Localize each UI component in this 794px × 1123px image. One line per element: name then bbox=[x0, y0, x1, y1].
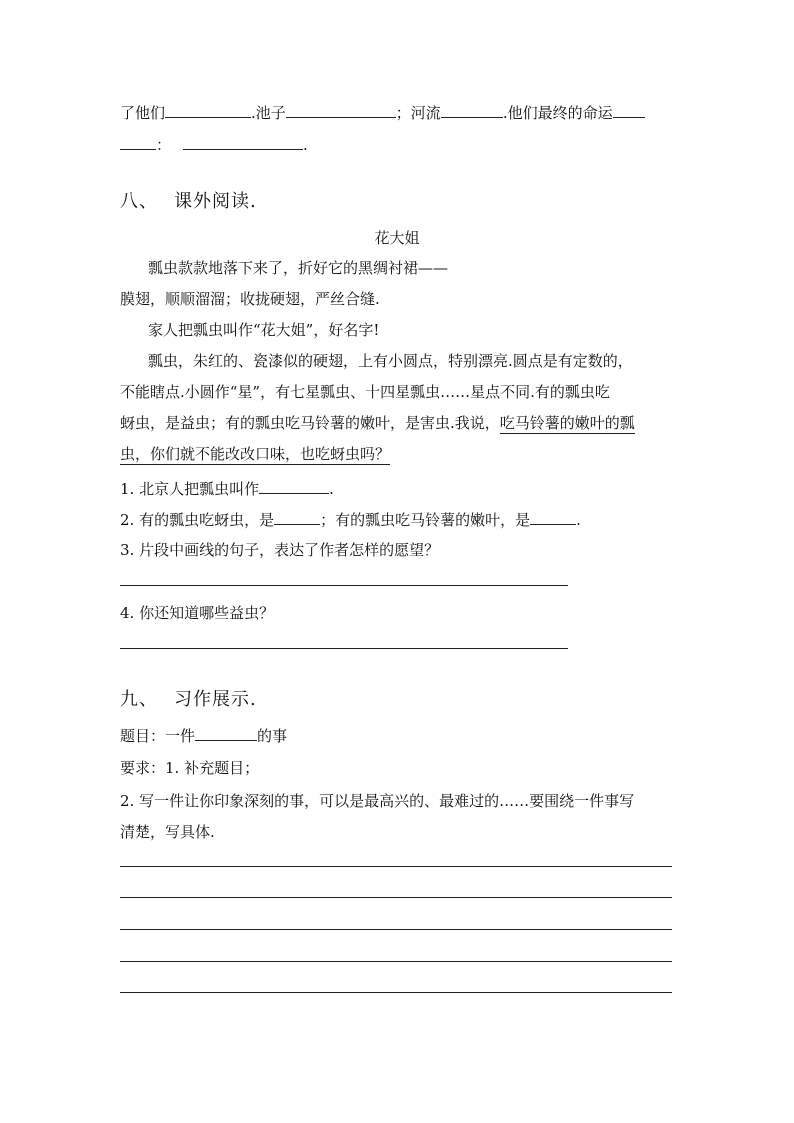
question-4: 4. 你还知道哪些益虫？ bbox=[120, 604, 275, 622]
text-segment: . bbox=[329, 480, 334, 498]
text-segment: .他们最终的命运 bbox=[502, 104, 613, 122]
essay-requirement-2-cont: 清楚，写具体. bbox=[120, 823, 215, 841]
text-segment: ；有的瓢虫吃马铃薯的嫩叶，是 bbox=[320, 511, 531, 529]
writing-line[interactable] bbox=[120, 961, 672, 962]
text-segment: ；河流 bbox=[395, 104, 441, 122]
essay-topic bbox=[120, 725, 287, 746]
underlined-sentence: 虫，你们就不能改改口味，也吃蚜虫吗？ bbox=[120, 445, 391, 463]
question-3: 3. 片段中画线的句子，表达了作者怎样的愿望？ bbox=[120, 541, 440, 559]
fill-blank[interactable] bbox=[183, 134, 303, 150]
passage-line bbox=[120, 444, 390, 464]
text-segment: . bbox=[303, 136, 308, 154]
fill-blank[interactable] bbox=[613, 102, 645, 118]
fill-blank[interactable] bbox=[286, 102, 396, 118]
text-segment: 1. 北京人把瓢虫叫作 bbox=[120, 480, 260, 498]
passage-line: 瓢虫款款地落下来了，折好它的黑绸衬裙—— bbox=[148, 259, 449, 277]
answer-blank[interactable] bbox=[530, 509, 576, 525]
writing-line[interactable] bbox=[120, 866, 672, 867]
underlined-sentence: 吃马铃薯的嫩叶的瓢 bbox=[499, 414, 635, 432]
answer-blank[interactable] bbox=[274, 509, 320, 525]
text-segment: . bbox=[576, 511, 581, 529]
passage-line: 不能瞎点.小圆作“星”，有七星瓢虫、十四星瓢虫……星点不同.有的瓢虫吃 bbox=[120, 383, 610, 401]
text-segment: 蚜虫，是益虫；有的瓢虫吃马铃薯的嫩叶，是害虫.我说， bbox=[120, 414, 500, 432]
question-2 bbox=[120, 509, 581, 530]
section-8-heading bbox=[120, 190, 257, 214]
writing-line[interactable] bbox=[120, 929, 672, 930]
section-title: 课外阅读. bbox=[174, 191, 257, 212]
continued-line-1 bbox=[120, 102, 645, 123]
passage-line: 瓢虫，朱红的、瓷漆似的硬翅，上有小圆点，特别漂亮.圆点是有定数的， bbox=[148, 352, 633, 370]
text-segment: 的事 bbox=[257, 727, 288, 745]
writing-line[interactable] bbox=[120, 897, 672, 898]
section-title: 习作展示. bbox=[174, 689, 257, 710]
question-1 bbox=[120, 478, 334, 499]
section-9-heading bbox=[120, 688, 257, 712]
essay-requirement-2: 2. 写一件让你印象深刻的事，可以是最高兴的、最难过的……要围绕一件事写 bbox=[120, 792, 635, 810]
passage-line: 膜翅，顺顺溜溜；收拢硬翅，严丝合缝. bbox=[120, 290, 380, 308]
text-segment: 了他们 bbox=[120, 104, 166, 122]
fill-blank[interactable] bbox=[441, 102, 503, 118]
text-segment: 题目：一件 bbox=[120, 727, 196, 745]
text-segment: 2. 有的瓢虫吃蚜虫，是 bbox=[120, 511, 275, 529]
topic-blank[interactable] bbox=[195, 725, 257, 741]
essay-requirement-1: 要求：1. 补充题目； bbox=[120, 759, 260, 777]
section-number: 八、 bbox=[120, 191, 158, 212]
answer-blank[interactable] bbox=[259, 478, 329, 494]
answer-line[interactable] bbox=[120, 585, 568, 586]
passage-title: 花大姐 bbox=[374, 229, 420, 247]
passage-line: 家人把瓢虫叫作“花大姐”，好名字! bbox=[148, 321, 380, 339]
answer-line[interactable] bbox=[120, 648, 568, 649]
writing-line[interactable] bbox=[120, 992, 672, 993]
section-number: 九、 bbox=[120, 689, 158, 710]
fill-blank[interactable] bbox=[120, 134, 156, 150]
fill-blank[interactable] bbox=[165, 102, 251, 118]
passage-line bbox=[120, 413, 635, 433]
text-segment: ： bbox=[156, 136, 172, 154]
continued-line-2 bbox=[120, 134, 308, 155]
text-segment: .池子 bbox=[251, 104, 286, 122]
